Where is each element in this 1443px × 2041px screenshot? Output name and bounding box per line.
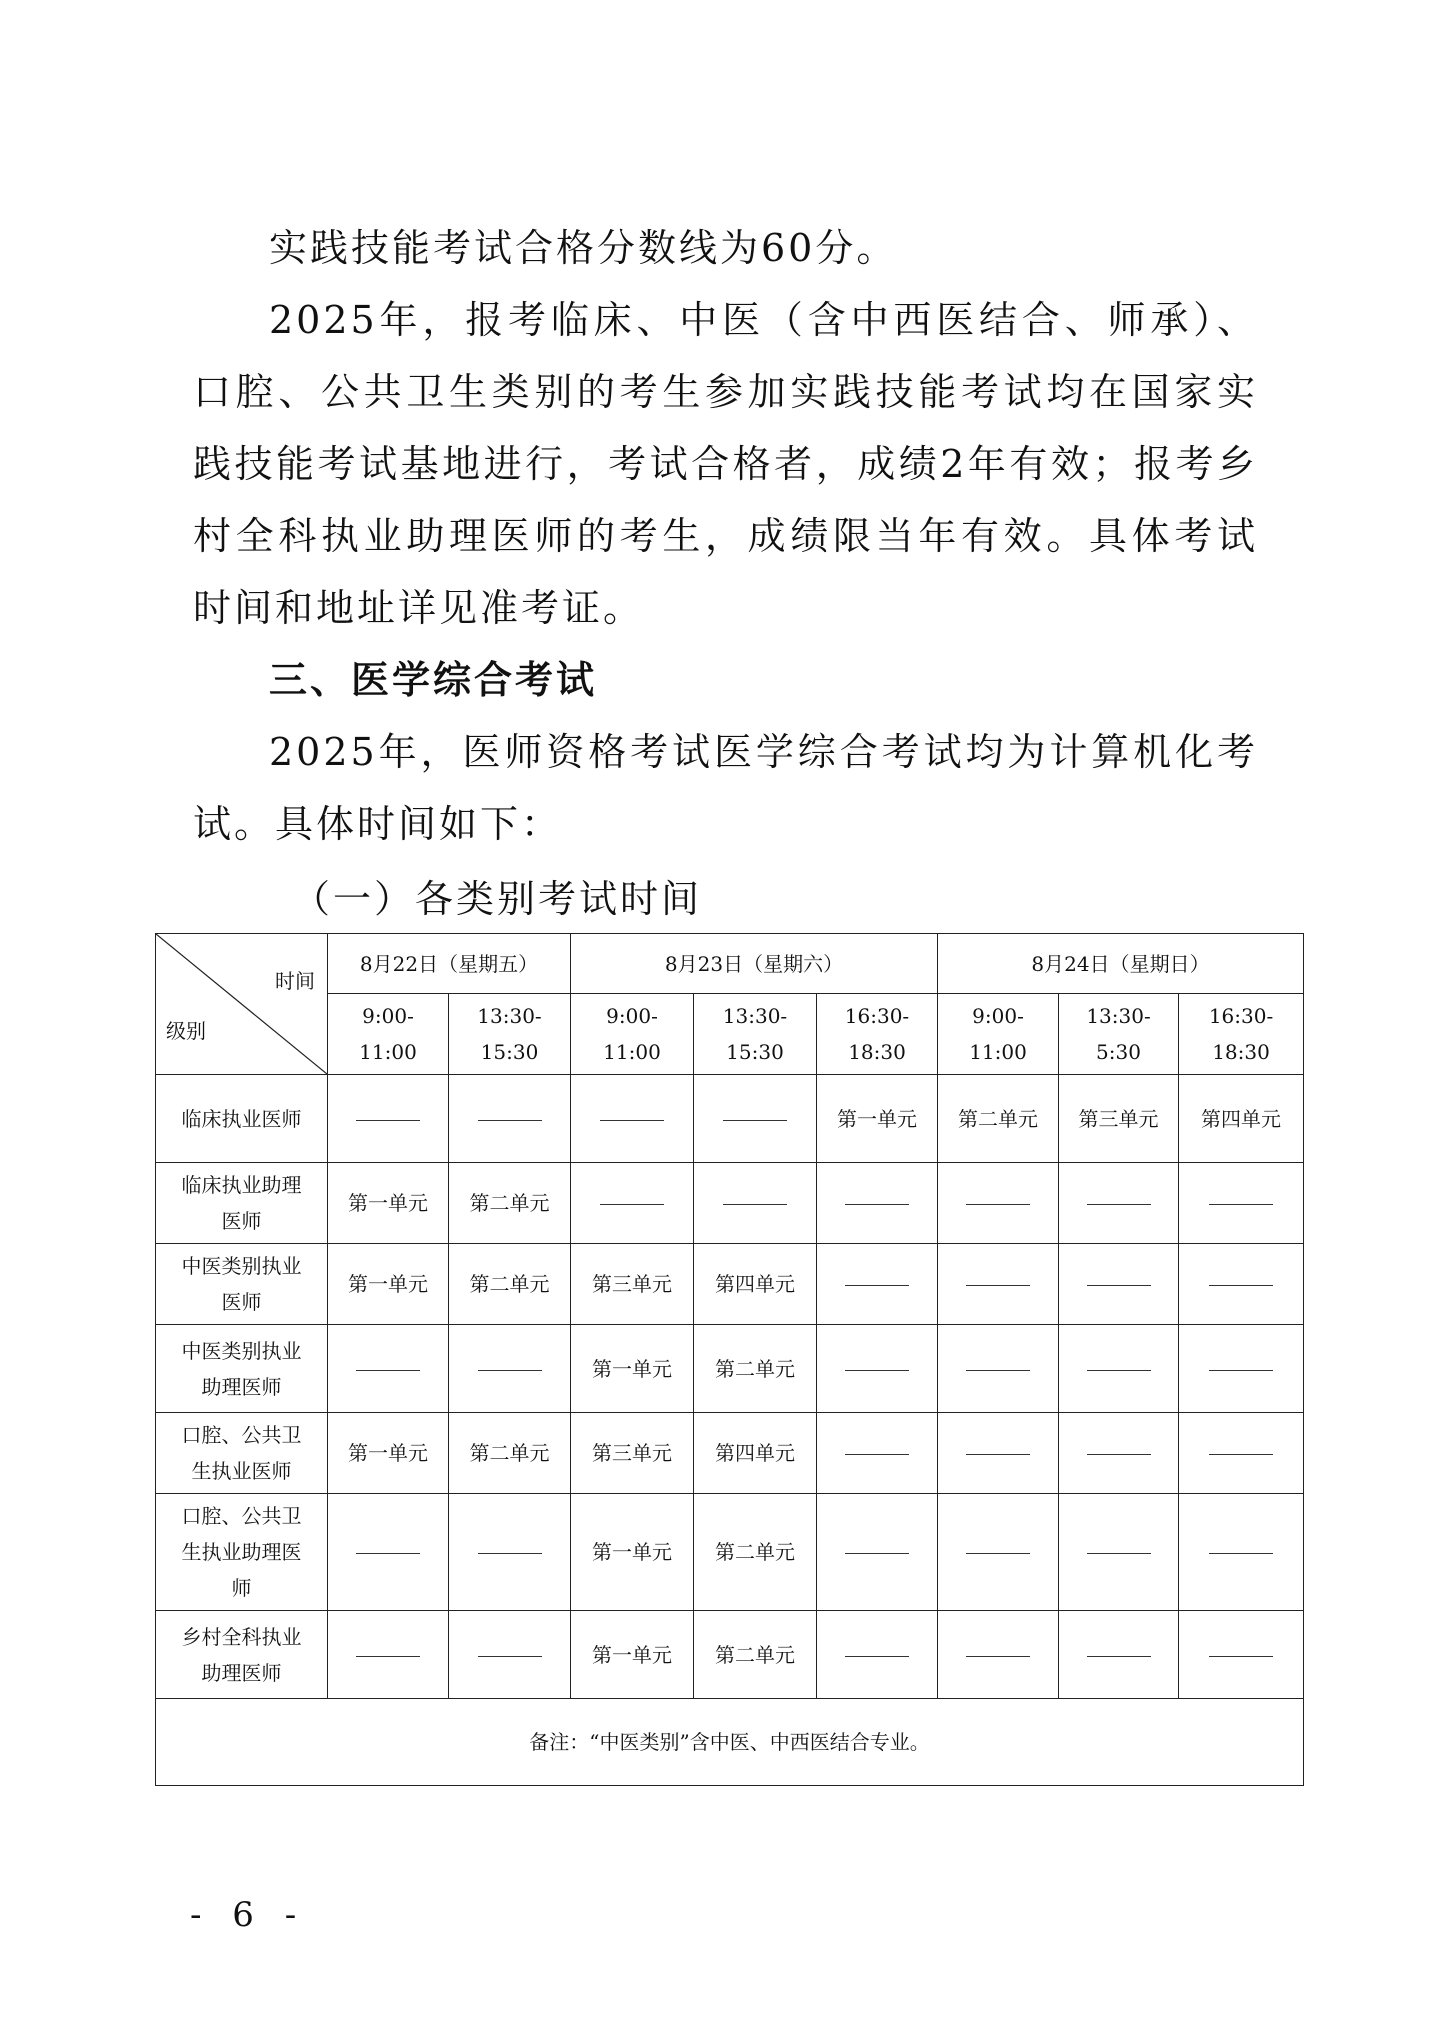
dash-placeholder: [1209, 1204, 1273, 1205]
empty-cell: [1179, 1494, 1304, 1611]
empty-cell: [449, 1075, 571, 1163]
section-heading-medical-comprehensive: 三、医学综合考试: [269, 657, 598, 702]
exam-schedule-table: [155, 933, 1304, 1786]
empty-cell: [817, 1494, 938, 1611]
table-row: [156, 1611, 1304, 1699]
unit-cell: 第三单元: [571, 1244, 694, 1325]
empty-cell: [938, 1611, 1059, 1699]
unit-cell: 第三单元: [1059, 1075, 1179, 1163]
paragraph-passing-score: 实践技能考试合格分数线为60分。: [269, 226, 898, 270]
dash-placeholder: [1087, 1454, 1151, 1455]
empty-cell: [694, 1075, 817, 1163]
empty-cell: [1179, 1163, 1304, 1244]
unit-cell: 第一单元: [817, 1075, 938, 1163]
dash-placeholder: [723, 1204, 787, 1205]
level-cell: 临床执业医师: [156, 1075, 328, 1163]
empty-cell: [1059, 1163, 1179, 1244]
dash-placeholder: [1209, 1285, 1273, 1286]
dash-placeholder: [478, 1656, 542, 1657]
table-note-row: [156, 1699, 1304, 1786]
date-header-aug23: 8月23日（星期六）: [571, 934, 938, 994]
unit-cell: 第二单元: [694, 1325, 817, 1413]
dash-placeholder: [845, 1204, 909, 1205]
empty-cell: [817, 1325, 938, 1413]
dash-placeholder: [966, 1656, 1030, 1657]
table-row: [156, 1075, 1304, 1163]
empty-cell: [817, 1611, 938, 1699]
dash-placeholder: [966, 1454, 1030, 1455]
dash-placeholder: [966, 1553, 1030, 1554]
empty-cell: [1059, 1244, 1179, 1325]
dash-placeholder: [1087, 1370, 1151, 1371]
subheading-exam-times: （一）各类别考试时间: [292, 877, 703, 921]
dash-placeholder: [966, 1285, 1030, 1286]
dash-placeholder: [966, 1204, 1030, 1205]
time-slot-header: 13:30- 5:30: [1059, 994, 1179, 1075]
corner-diagonal-line: [156, 934, 327, 1074]
empty-cell: [938, 1244, 1059, 1325]
level-cell: 乡村全科执业助理医师: [156, 1611, 328, 1699]
time-slot-header: 9:00- 11:00: [328, 994, 449, 1075]
unit-cell: 第二单元: [694, 1611, 817, 1699]
dash-placeholder: [356, 1120, 420, 1121]
time-slot-header: 16:30- 18:30: [1179, 994, 1304, 1075]
empty-cell: [1179, 1244, 1304, 1325]
dash-placeholder: [845, 1454, 909, 1455]
page-number: - 6 -: [190, 1895, 307, 1935]
table-corner-header: [156, 934, 328, 1075]
level-cell: 中医类别执业助理医师: [156, 1325, 328, 1413]
paragraph-computerized-exam: 2025年，医师资格考试医学综合考试均为计算机化考试。具体时间如下：: [193, 730, 1258, 846]
unit-cell: 第四单元: [694, 1413, 817, 1494]
dash-placeholder: [600, 1204, 664, 1205]
level-cell: 口腔、公共卫生执业医师: [156, 1413, 328, 1494]
table-row: [156, 1325, 1304, 1413]
date-header-aug22: 8月22日（星期五）: [328, 934, 571, 994]
table-row: [156, 1413, 1304, 1494]
dash-placeholder: [845, 1656, 909, 1657]
dash-placeholder: [1209, 1454, 1273, 1455]
corner-level-label: 级别: [166, 1019, 206, 1043]
date-header-aug24: 8月24日（星期日）: [938, 934, 1304, 994]
empty-cell: [1179, 1611, 1304, 1699]
dash-placeholder: [478, 1120, 542, 1121]
dash-placeholder: [723, 1120, 787, 1121]
empty-cell: [1059, 1325, 1179, 1413]
empty-cell: [1179, 1413, 1304, 1494]
empty-cell: [449, 1611, 571, 1699]
empty-cell: [328, 1325, 449, 1413]
dash-placeholder: [845, 1370, 909, 1371]
dash-placeholder: [1209, 1656, 1273, 1657]
dash-placeholder: [1087, 1553, 1151, 1554]
unit-cell: 第二单元: [449, 1163, 571, 1244]
corner-time-label: 时间: [275, 969, 315, 993]
unit-cell: 第二单元: [449, 1244, 571, 1325]
dash-placeholder: [356, 1370, 420, 1371]
unit-cell: 第二单元: [449, 1413, 571, 1494]
paragraph-practical-exam: 2025年，报考临床、中医（含中西医结合、师承）、口腔、公共卫生类别的考生参加实践技能考试均在国家实践技能考试基地进行，考试合格者，成绩2年有效；报考乡村全科执业助理医师的考生，成绩限当年有效。具体考试时间和地址详见准考证。: [193, 298, 1258, 630]
empty-cell: [449, 1325, 571, 1413]
empty-cell: [694, 1163, 817, 1244]
empty-cell: [328, 1611, 449, 1699]
empty-cell: [938, 1494, 1059, 1611]
table-row: [156, 1494, 1304, 1611]
level-cell: 口腔、公共卫生执业助理医师: [156, 1494, 328, 1611]
empty-cell: [938, 1413, 1059, 1494]
level-cell: 临床执业助理医师: [156, 1163, 328, 1244]
dash-placeholder: [478, 1553, 542, 1554]
empty-cell: [328, 1494, 449, 1611]
empty-cell: [571, 1075, 694, 1163]
dash-placeholder: [356, 1553, 420, 1554]
table-row: [156, 1244, 1304, 1325]
empty-cell: [817, 1163, 938, 1244]
empty-cell: [1059, 1413, 1179, 1494]
unit-cell: 第三单元: [571, 1413, 694, 1494]
dash-placeholder: [845, 1285, 909, 1286]
dash-placeholder: [1087, 1656, 1151, 1657]
table-row: [156, 1163, 1304, 1244]
empty-cell: [449, 1494, 571, 1611]
empty-cell: [938, 1325, 1059, 1413]
dash-placeholder: [966, 1370, 1030, 1371]
dash-placeholder: [1087, 1204, 1151, 1205]
unit-cell: 第四单元: [694, 1244, 817, 1325]
empty-cell: [328, 1075, 449, 1163]
unit-cell: 第二单元: [694, 1494, 817, 1611]
unit-cell: 第一单元: [328, 1244, 449, 1325]
time-slot-header: 16:30- 18:30: [817, 994, 938, 1075]
time-slot-header: 13:30- 15:30: [449, 994, 571, 1075]
dash-placeholder: [356, 1656, 420, 1657]
time-slot-header: 9:00- 11:00: [938, 994, 1059, 1075]
dash-placeholder: [845, 1553, 909, 1554]
empty-cell: [1179, 1325, 1304, 1413]
unit-cell: 第一单元: [571, 1325, 694, 1413]
dash-placeholder: [1087, 1285, 1151, 1286]
unit-cell: 第一单元: [571, 1494, 694, 1611]
unit-cell: 第四单元: [1179, 1075, 1304, 1163]
dash-placeholder: [1209, 1370, 1273, 1371]
dash-placeholder: [478, 1370, 542, 1371]
time-slot-header: 9:00- 11:00: [571, 994, 694, 1075]
unit-cell: 第一单元: [328, 1163, 449, 1244]
table-note: 备注：“中医类别”含中医、中西医结合专业。: [156, 1699, 1304, 1786]
level-cell: 中医类别执业医师: [156, 1244, 328, 1325]
unit-cell: 第二单元: [938, 1075, 1059, 1163]
unit-cell: 第一单元: [328, 1413, 449, 1494]
empty-cell: [817, 1413, 938, 1494]
empty-cell: [817, 1244, 938, 1325]
dash-placeholder: [600, 1120, 664, 1121]
empty-cell: [571, 1163, 694, 1244]
empty-cell: [1059, 1611, 1179, 1699]
unit-cell: 第一单元: [571, 1611, 694, 1699]
empty-cell: [938, 1163, 1059, 1244]
time-slot-header: 13:30- 15:30: [694, 994, 817, 1075]
empty-cell: [1059, 1494, 1179, 1611]
dash-placeholder: [1209, 1553, 1273, 1554]
